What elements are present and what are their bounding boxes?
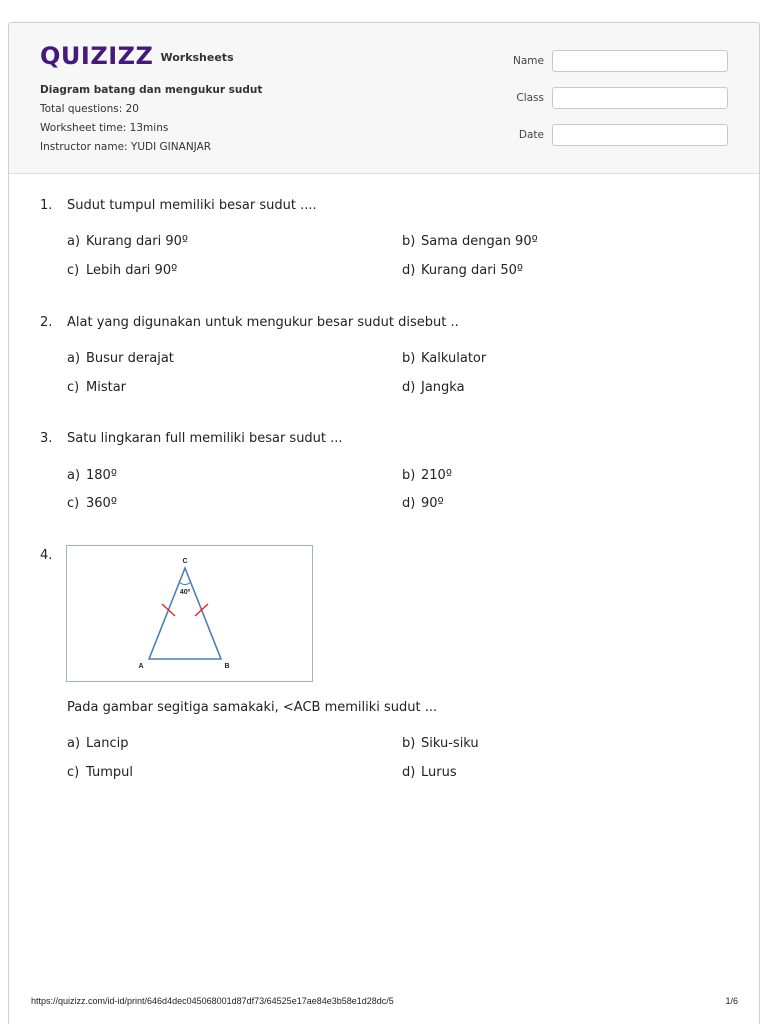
option-letter: b)	[402, 234, 416, 249]
vertex-label-c: C	[182, 558, 188, 565]
option-text: 90º	[421, 496, 444, 511]
option-text: Kalkulator	[421, 351, 487, 366]
option-text: 180º	[86, 468, 117, 483]
question-text: Alat yang digunakan untuk mengukur besar sudut disebut ..	[67, 315, 459, 330]
option-letter: b)	[402, 736, 416, 751]
worksheet-page	[8, 22, 760, 1024]
vertex-label-a: A	[138, 663, 144, 670]
option-1a	[67, 234, 188, 249]
option-3d	[402, 496, 444, 511]
option-letter: d)	[402, 765, 416, 780]
tick-mark-left	[162, 604, 175, 616]
option-4c	[67, 765, 133, 780]
option-text: Kurang dari 50º	[421, 263, 524, 278]
worksheet-meta	[40, 81, 262, 157]
option-3a	[67, 468, 117, 483]
option-3c	[67, 496, 117, 511]
vertex-label-b: B	[224, 663, 230, 670]
option-2c	[67, 380, 126, 395]
option-letter: c)	[67, 380, 80, 395]
option-text: 210º	[421, 468, 452, 483]
option-letter: c)	[67, 765, 80, 780]
option-text: Sama dengan 90º	[421, 234, 538, 249]
option-4a	[67, 736, 128, 751]
option-1b	[402, 234, 538, 249]
question-text: Sudut tumpul memiliki besar sudut ....	[67, 198, 317, 213]
name-field[interactable]	[552, 50, 728, 72]
option-letter: c)	[67, 263, 80, 278]
option-2b	[402, 351, 486, 366]
question-text: Pada gambar segitiga samakaki, <ACB memiliki sudut ...	[67, 700, 438, 715]
option-4b	[402, 736, 479, 751]
worksheet-title: Diagram batang dan mengukur sudut	[40, 84, 263, 96]
option-2a	[67, 351, 174, 366]
option-letter: d)	[402, 263, 416, 278]
option-text: 360º	[86, 496, 117, 511]
option-text: Lancip	[86, 736, 129, 751]
instructor-name: Instructor name: YUDI GINANJAR	[40, 141, 212, 153]
class-field[interactable]	[552, 87, 728, 109]
worksheet-header	[9, 23, 759, 174]
date-field[interactable]	[552, 124, 728, 146]
option-1d	[402, 263, 523, 278]
angle-label: 40º	[179, 589, 191, 596]
option-text: Siku-siku	[421, 736, 479, 751]
option-text: Kurang dari 90º	[86, 234, 189, 249]
page-number: 1/6	[725, 996, 738, 1006]
option-text: Mistar	[86, 380, 127, 395]
option-letter: a)	[67, 468, 81, 483]
option-letter: a)	[67, 736, 81, 751]
name-field-row	[484, 50, 728, 72]
triangle-figure	[66, 545, 313, 682]
name-label: Name	[513, 55, 544, 67]
option-text: Busur derajat	[86, 351, 174, 366]
isosceles-triangle-diagram	[67, 546, 312, 681]
question-text: Satu lingkaran full memiliki besar sudut ...	[67, 431, 343, 446]
option-letter: a)	[67, 234, 81, 249]
worksheet-time: Worksheet time: 13mins	[40, 122, 169, 134]
question-number: 3.	[40, 431, 53, 446]
footer-url: https://quizizz.com/id-id/print/646d4dec045068001d87df73/64525e17ae84e3b58e1d28dc/5	[31, 996, 394, 1006]
tick-mark-right	[195, 604, 208, 616]
option-letter: b)	[402, 351, 416, 366]
option-text: Lurus	[421, 765, 457, 780]
logo-wordmark: QUIZIZZ	[40, 42, 154, 70]
triangle-shape	[149, 568, 221, 659]
option-letter: c)	[67, 496, 80, 511]
class-label: Class	[516, 92, 544, 104]
option-letter: d)	[402, 496, 416, 511]
print-footer	[0, 993, 768, 1013]
option-letter: d)	[402, 380, 416, 395]
option-3b	[402, 468, 452, 483]
question-number: 2.	[40, 315, 53, 330]
option-1c	[67, 263, 177, 278]
option-text: Jangka	[421, 380, 465, 395]
question-number: 1.	[40, 198, 53, 213]
option-text: Tumpul	[86, 765, 133, 780]
option-text: Lebih dari 90º	[86, 263, 178, 278]
date-label: Date	[518, 129, 544, 141]
question-number: 4.	[40, 548, 53, 563]
date-field-row	[484, 124, 728, 146]
option-2d	[402, 380, 465, 395]
logo-subtitle: Worksheets	[160, 51, 234, 64]
total-questions: Total questions: 20	[40, 103, 139, 115]
class-field-row	[484, 87, 728, 109]
option-letter: a)	[67, 351, 81, 366]
angle-arc	[179, 582, 191, 585]
option-4d	[402, 765, 457, 780]
quizizz-logo	[40, 43, 234, 69]
option-letter: b)	[402, 468, 416, 483]
